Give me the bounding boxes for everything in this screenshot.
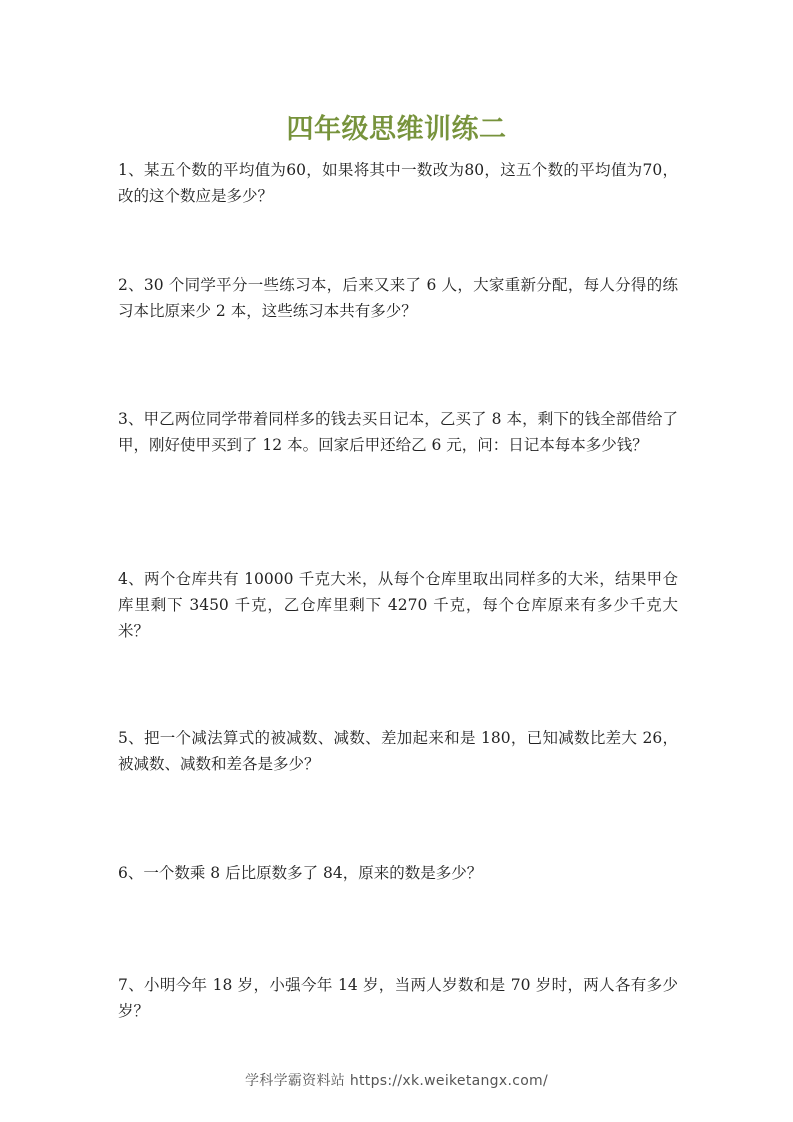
question-6: 6、一个数乘 8 后比原数多了 84，原来的数是多少？ — [118, 864, 483, 882]
question-2: 2、30 个同学平分一些练习本，后来又来了 6 人，大家重新分配，每人分得的练习本比原来少 2 本，这些练习本共有多少？ — [118, 276, 678, 320]
question-7: 7、小明今年 18 岁，小强今年 14 岁，当两人岁数和是 70 岁时，两人各有多少岁？ — [118, 976, 678, 1020]
question-1: 1、某五个数的平均值为60，如果将其中一数改为80，这五个数的平均值为70，改的这个数应是多少？ — [118, 161, 678, 205]
question-3: 3、甲乙两位同学带着同样多的钱去买日记本，乙买了 8 本，剩下的钱全部借给了甲，刚好使甲买到了 12 本。回家后甲还给乙 6 元，问：日记本每本多少钱？ — [118, 410, 678, 454]
question-5: 5、把一个减法算式的被减数、减数、差加起来和是 180，已知减数比差大 26，被减数、减数和差各是多少？ — [118, 729, 678, 773]
footer-watermark: 学科学霸资料站 https://xk.weiketangx.com/ — [244, 1073, 549, 1089]
page-title: 四年级思维训练二 — [286, 114, 507, 145]
question-4: 4、两个仓库共有 10000 千克大米，从每个仓库里取出同样多的大米，结果甲仓库里剩下 3450 千克，乙仓库里剩下 4270 千克，每个仓库原来有多少千克大米？ — [118, 570, 678, 640]
